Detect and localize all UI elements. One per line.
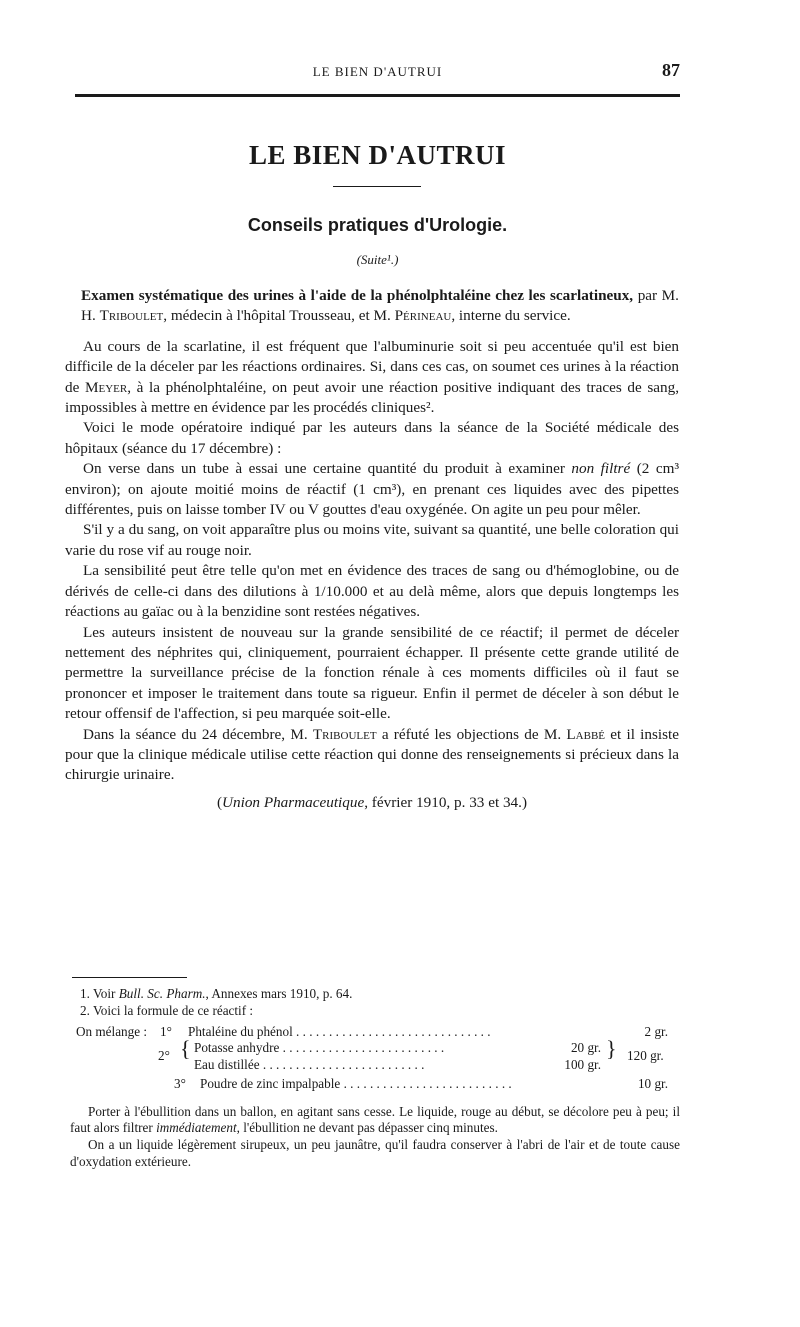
footnote-2: 2. Voici la formule de ce réactif :: [80, 1002, 254, 1018]
recipe-item-1-number: 1°: [160, 1023, 172, 1039]
title-rule: [333, 186, 421, 187]
recipe-item-2-quantity: 20 gr.: [570, 1039, 601, 1055]
page-number: 87: [662, 60, 680, 80]
name-labbe: Labbé: [566, 725, 606, 743]
recipe-table: [70, 1024, 680, 1098]
recipe-item-3: [194, 1057, 529, 1074]
paragraph-3-text-a: On verse dans un tube à essai une certaine quantité du produit à examiner: [83, 460, 572, 478]
lead-par: par M. H.: [81, 287, 679, 325]
recipe-item-1-leader: . . . . . . . . . . . . . . . . . . . . . . . . . . . . . .: [292, 1023, 491, 1039]
note-paragraph-2: On a un liquide légèrement sirupeux, un peu jaunâtre, qu'il faudra conserver à l'abri de l'air et de toute cause d'oxydation extérieure.: [70, 1137, 680, 1169]
recipe-item-4: [200, 1076, 603, 1093]
recipe-item-2: [194, 1040, 529, 1057]
running-head-title: LE BIEN D'AUTRUI: [312, 64, 443, 79]
recipe-item-4-quantity: 10 gr.: [637, 1075, 668, 1091]
recipe-item-2-number: 2°: [158, 1047, 170, 1063]
recipe-item-3-leader: . . . . . . . . . . . . . . . . . . . . . . . . .: [259, 1056, 425, 1072]
paragraph-4: S'il y a du sang, on voit apparaître plus ou moins vite, suivant sa quantité, une belle coloration qui varie du rose vif au rouge noir.: [65, 521, 679, 559]
header-rule: [75, 94, 680, 97]
footnote-rule: [72, 977, 187, 978]
recipe-item-1-quantity: 2 gr.: [644, 1023, 668, 1039]
paragraph-3-text-b: (2 cm³ environ); on ajoute moitié moins de réactif (1 cm³), en prenant ces liquides avec des pipettes différentes, puis on laisse tomber IV ou V gouttes d'eau oxygénée. On agite un peu pour mêler.: [65, 460, 679, 519]
recipe-item-4-name: Poudre de zinc impalpable: [200, 1075, 341, 1091]
recipe-label: On mélange :: [76, 1023, 148, 1039]
note-paragraph-1-text-a: Porter à l'ébullition dans un ballon, en agitant sans cesse. Le liquide, rouge au début, se décolore peu à peu; il faut alors filtrer: [70, 1103, 680, 1136]
paragraph-7: [65, 725, 679, 786]
recipe-item-3-quantity: 100 gr.: [564, 1056, 601, 1072]
source-citation: [65, 793, 679, 813]
source-rest: , février 1910, p. 33 et 34.): [364, 793, 528, 811]
paragraph-7-text-a: Dans la séance du 24 décembre, M.: [83, 725, 313, 743]
recipe-right-brace: }: [606, 1035, 617, 1061]
running-head: [75, 60, 680, 86]
recipe-item-1: [188, 1024, 603, 1041]
note-paragraph-1: [70, 1104, 680, 1138]
paragraph-6: Les auteurs insistent de nouveau sur la grande sensibilité de ce réactif; il permet de déceler nettement des néphrites qui, cliniquement, pourraient échapper. Il présente cette grande utilité de permettre la surveillance précise de la fonction rénale à ces moments difficiles où il faut se prononcer et imposer le traitement dans toute sa rigueur. Enfin il permet de déceler à son début le retour offensif de l'affection, si peu marquée soit-elle.: [65, 623, 679, 723]
footnote-1-text-b: , Annexes mars 1910, p. 64.: [205, 986, 353, 1001]
paragraph-1-text-c: .: [430, 399, 435, 417]
source-open: (: [216, 793, 223, 811]
article-subtitle: Conseils pratiques d'Urologie.: [247, 215, 508, 235]
recipe-item-1-name: Phtaléine du phénol: [188, 1023, 293, 1039]
paragraph-1: [65, 337, 679, 419]
author-perineau: Périneau: [394, 307, 452, 325]
footnote-1-italic: Bull. Sc. Pharm.: [118, 986, 206, 1001]
author-triboulet: Triboulet: [99, 307, 164, 325]
recipe-item-4-leader: . . . . . . . . . . . . . . . . . . . . . . . . . .: [340, 1075, 512, 1091]
recipe-item-4-number: 3°: [174, 1075, 186, 1091]
recipe-item-3-name: Eau distillée: [194, 1056, 260, 1072]
source-journal: Union Pharmaceutique: [222, 793, 365, 811]
note-paragraph-1-italic: immédiatement: [156, 1120, 237, 1136]
lead-mid: , médecin à l'hôpital Trousseau, et M.: [163, 307, 395, 325]
paragraph-7-text-c: et il insiste pour que la clinique médicale utilise cette réaction qui donne des renseignements si précieux dans la chirurgie urinaire.: [65, 725, 679, 784]
article-title: LE BIEN D'AUTRUI: [248, 140, 507, 170]
lead-paragraph: [65, 286, 679, 327]
lead-end: , interne du service.: [451, 307, 571, 325]
article-body: [65, 286, 679, 813]
name-meyer: Meyer: [84, 378, 128, 396]
paragraph-1-text-b: , à la phénolphtaléine, on peut avoir une réaction positive indiquant des traces de sang, impossibles à mettre en évidence par les procédés cliniques²: [65, 378, 679, 417]
paragraph-1-text-a: Au cours de la scarlatine, il est fréquent que l'albuminurie soit si peu accentuée qu'il est bien difficile de la déceler par les réactions ordinaires. Si, dans ces cas, on soumet ces urines à la réaction de: [65, 337, 679, 396]
recipe-item-2-name: Potasse anhydre: [194, 1039, 280, 1055]
paragraph-3: [65, 459, 679, 520]
recipe-item-2-leader: . . . . . . . . . . . . . . . . . . . . . . . . .: [279, 1039, 445, 1055]
paragraph-7-text-b: a réfuté les objections de M.: [376, 725, 567, 743]
footnotes: [70, 986, 680, 1171]
footnote-1: [70, 986, 680, 1003]
paragraph-3-italic: non filtré: [571, 460, 631, 478]
name-triboulet: Triboulet: [312, 725, 377, 743]
recipe-total: 120 gr.: [627, 1047, 664, 1063]
paragraph-2: Voici le mode opératoire indiqué par les auteurs dans la séance de la Société médicale des hôpitaux (séance du 17 décembre) :: [65, 419, 679, 457]
lead-heading: Examen systématique des urines à l'aide de la phénolphtaléine chez les scarlatineux,: [81, 287, 634, 304]
footnote-1-text-a: 1. Voir: [80, 986, 119, 1001]
recipe-left-brace: {: [180, 1035, 191, 1061]
continuation-note: (Suite¹.): [356, 252, 399, 267]
note-paragraph-1-text-b: , l'ébullition ne devant pas dépasser cinq minutes.: [236, 1120, 498, 1136]
paragraph-5: La sensibilité peut être telle qu'on met en évidence des traces de sang ou d'hémoglobine, ou de dérivés de celle-ci dans des dilutions à 1/10.000 et au delà même, alors que depuis longtemps les réactions au gaïac ou à la benzidine sont restées négatives.: [65, 562, 679, 621]
